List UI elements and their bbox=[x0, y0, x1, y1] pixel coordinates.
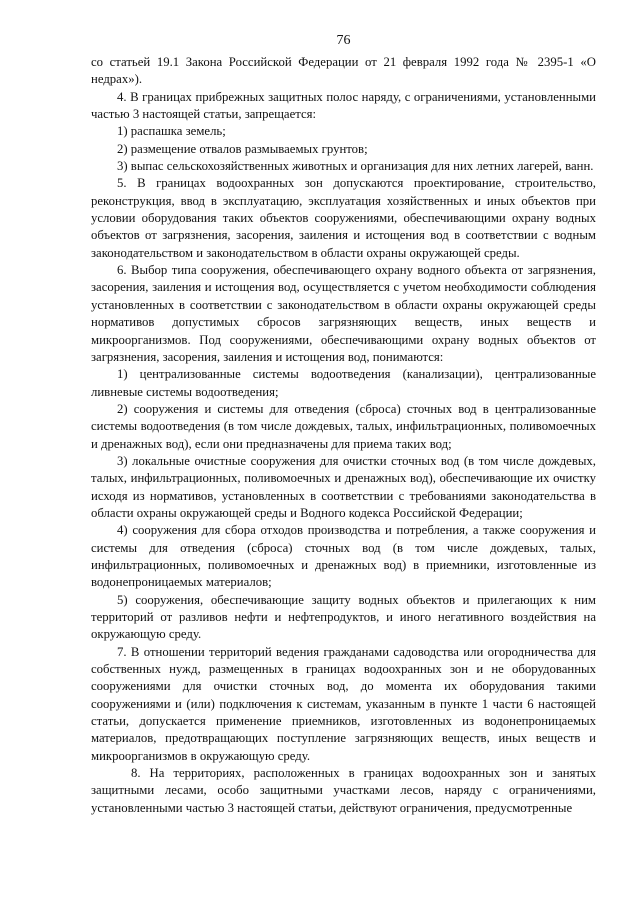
list-item-6-5: 5) сооружения, обеспечивающие защиту водных объектов и прилегающих к ним территорий от разливов нефти и нефтепродуктов, и иного негативного воздействия на окружающую среду. bbox=[91, 592, 596, 642]
paragraph-continuation: со статьей 19.1 Закона Российской Федерации от 21 февраля 1992 года № 2395-1 «О недрах»). bbox=[91, 55, 596, 87]
paragraph-8: 8. На территориях, расположенных в границах водоохранных зон и занятых защитными лесами, особо защитными участками лесов, наряду с ограничениями, установленными частью 3 настоящей статьи, действуют ограничения, предусмотренные bbox=[91, 766, 596, 815]
list-item-6-1: 1) централизованные системы водоотведения (канализации), централизованные ливневые системы водоотведения; bbox=[91, 367, 596, 399]
list-item-6-3: 3) локальные очистные сооружения для очистки сточных вод (в том числе дождевых, талых, инфильтрационных, поливомоечных и дренажных вод), обеспечивающие их очистку исходя из нормативов, установленных в соответствии с требованиями законодательства в области охраны окружающей среды и Водного кодекса Российской Федерации; bbox=[91, 453, 596, 520]
list-item-4-2: 2) размещение отвалов размываемых грунтов; bbox=[117, 141, 368, 156]
list-item-6-2: 2) сооружения и системы для отведения (сброса) сточных вод в централизованные системы водоотведения (в том числе дождевых, талых, инфильтрационных, поливомоечных и дренажных вод), если они предназначены для приема таких вод; bbox=[91, 401, 596, 451]
paragraph-5: 5. В границах водоохранных зон допускаются проектирование, строительство, реконструкция, ввод в эксплуатацию, эксплуатация хозяйственных и иных объектов при условии оборудования таких объектов сооружениями, обеспечивающими охрану водных объектов от загрязнения, засорения, заиления и истощения вод в соответствии с водным законодательством и законодательством в области охраны окружающей среды. bbox=[91, 176, 596, 260]
paragraph-4: 4. В границах прибрежных защитных полос наряду, с ограничениями, установленными частью 3 настоящей статьи, запрещается: bbox=[91, 89, 596, 122]
paragraph-7: 7. В отношении территорий ведения гражданами садоводства или огородничества для собственных нужд, размещенных в границах водоохранных зон и не оборудованных сооружениями для очистки сточных вод, до момента их оборудования такими сооружениями и (или) подключения к системам, указанным в пункте 1 части 6 настоящей статьи, допускается применение приемников, изготовленных из водонепроницаемых материалов, предотвращающих поступление загрязняющих веществ, иных веществ и микроорганизмов в окружающую среду. bbox=[91, 644, 596, 763]
paragraph-6: 6. Выбор типа сооружения, обеспечивающего охрану водного объекта от загрязнения, засорения, заиления и истощения вод, осуществляется с учетом необходимости соблюдения установленных в соответствии с законодательством в области охраны окружающей среды нормативов допустимых сбросов загрязняющих веществ, иных веществ и микроорганизмов. Под сооружениями, обеспечивающими охрану водных объектов от загрязнения, засорения, заиления и истощения вод, понимаются: bbox=[91, 263, 596, 364]
list-item-6-4: 4) сооружения для сбора отходов производства и потребления, а также сооружения и системы для отведения (сброса) сточных вод (в том числе дождевых, талых, инфильтрационных, поливомоечных и дренажных вод) в приемники, изготовленные из водонепроницаемых материалов; bbox=[91, 523, 596, 590]
list-item-4-3: 3) выпас сельскохозяйственных животных и организация для них летних лагерей, ванн. bbox=[117, 159, 594, 174]
list-item-4-1: 1) распашка земель; bbox=[117, 124, 226, 139]
page-number: 76 bbox=[336, 33, 351, 48]
